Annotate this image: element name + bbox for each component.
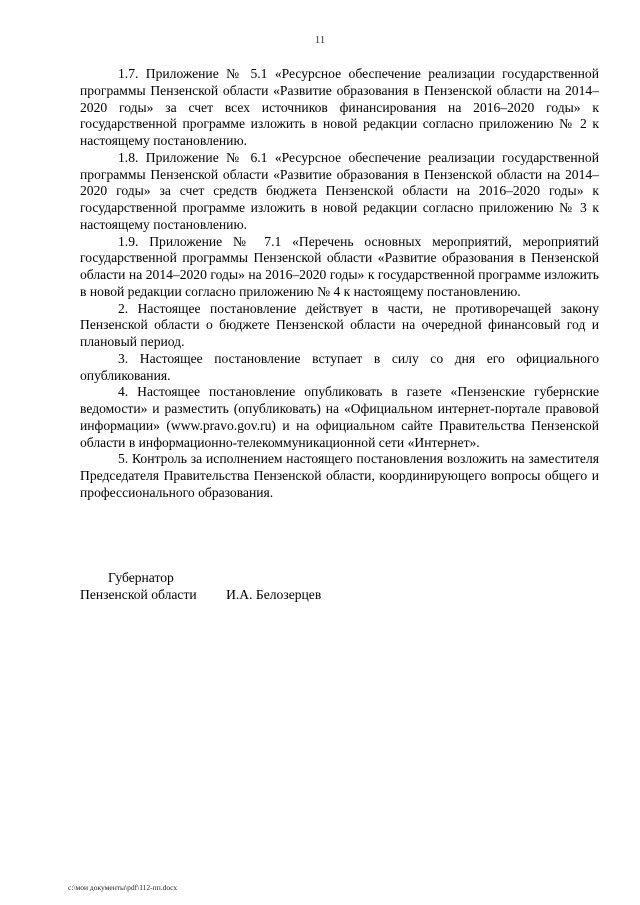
paragraph-5: 5. Контроль за исполнением настоящего постановления возложить на заместителя Председателя Правительства Пензенской области, координирующего вопросы общего и профессионального образования. — [80, 451, 599, 500]
paragraph-2: 2. Настоящее постановление действует в части, не противоречащей закону Пензенской области о бюджете Пензенской области на очередной финансовый год и плановый период. — [80, 300, 599, 349]
signatory-title-line1: Губернатор — [108, 570, 174, 585]
paragraph-1-7: 1.7. Приложение № 5.1 «Ресурсное обеспечение реализации государственной программы Пензенской области «Развитие образования в Пензенской области на 2014–2020 годы» за счет всех источников финансирования на 2016–2020 годы» к государственной программе изложить в новой редакции согласно приложению № 2 к настоящему постановлению. — [80, 66, 599, 148]
paragraph-1-9: 1.9. Приложение № 7.1 «Перечень основных мероприятий, мероприятий государственной программы Пензенской области «Развитие образования в Пензенской области на 2014–2020 годы» на 2016–2020 годы» к государственной программе изложить в новой редакции согласно приложению № 4 к настоящему постановлению. — [80, 233, 599, 299]
signatory-name: И.А. Белозерцев — [226, 586, 322, 602]
paragraph-1-8: 1.8. Приложение № 6.1 «Ресурсное обеспечение реализации государственной программы Пензенской области «Развитие образования в Пензенской области на 2014–2020 годы» за счет средств бюджета Пензенской области на 2016–2020 годы» к государственной программе изложить в новой редакции согласно приложению № 3 к настоящему постановлению. — [80, 149, 599, 232]
signature-block — [80, 570, 321, 603]
paragraph-3: 3. Настоящее постановление вступает в силу со дня его официального опубликования. — [80, 350, 599, 383]
footer-file-path: c:\мои документы\pdf\112-пп.docx — [68, 883, 178, 892]
signatory-title-line2: Пензенской области — [80, 586, 197, 602]
document-body — [80, 66, 599, 502]
page-number: 11 — [314, 34, 326, 46]
signatory-row — [80, 587, 321, 604]
paragraph-4: 4. Настоящее постановление опубликовать в газете «Пензенские губернские ведомости» и разместить (опубликовать) на «Официальном интернет-портале правовой информации» (www.pravo.gov.ru) и на официальном сайте Правительства Пензенской области в информационно-телекоммуникационной сети «Интернет». — [80, 384, 599, 450]
